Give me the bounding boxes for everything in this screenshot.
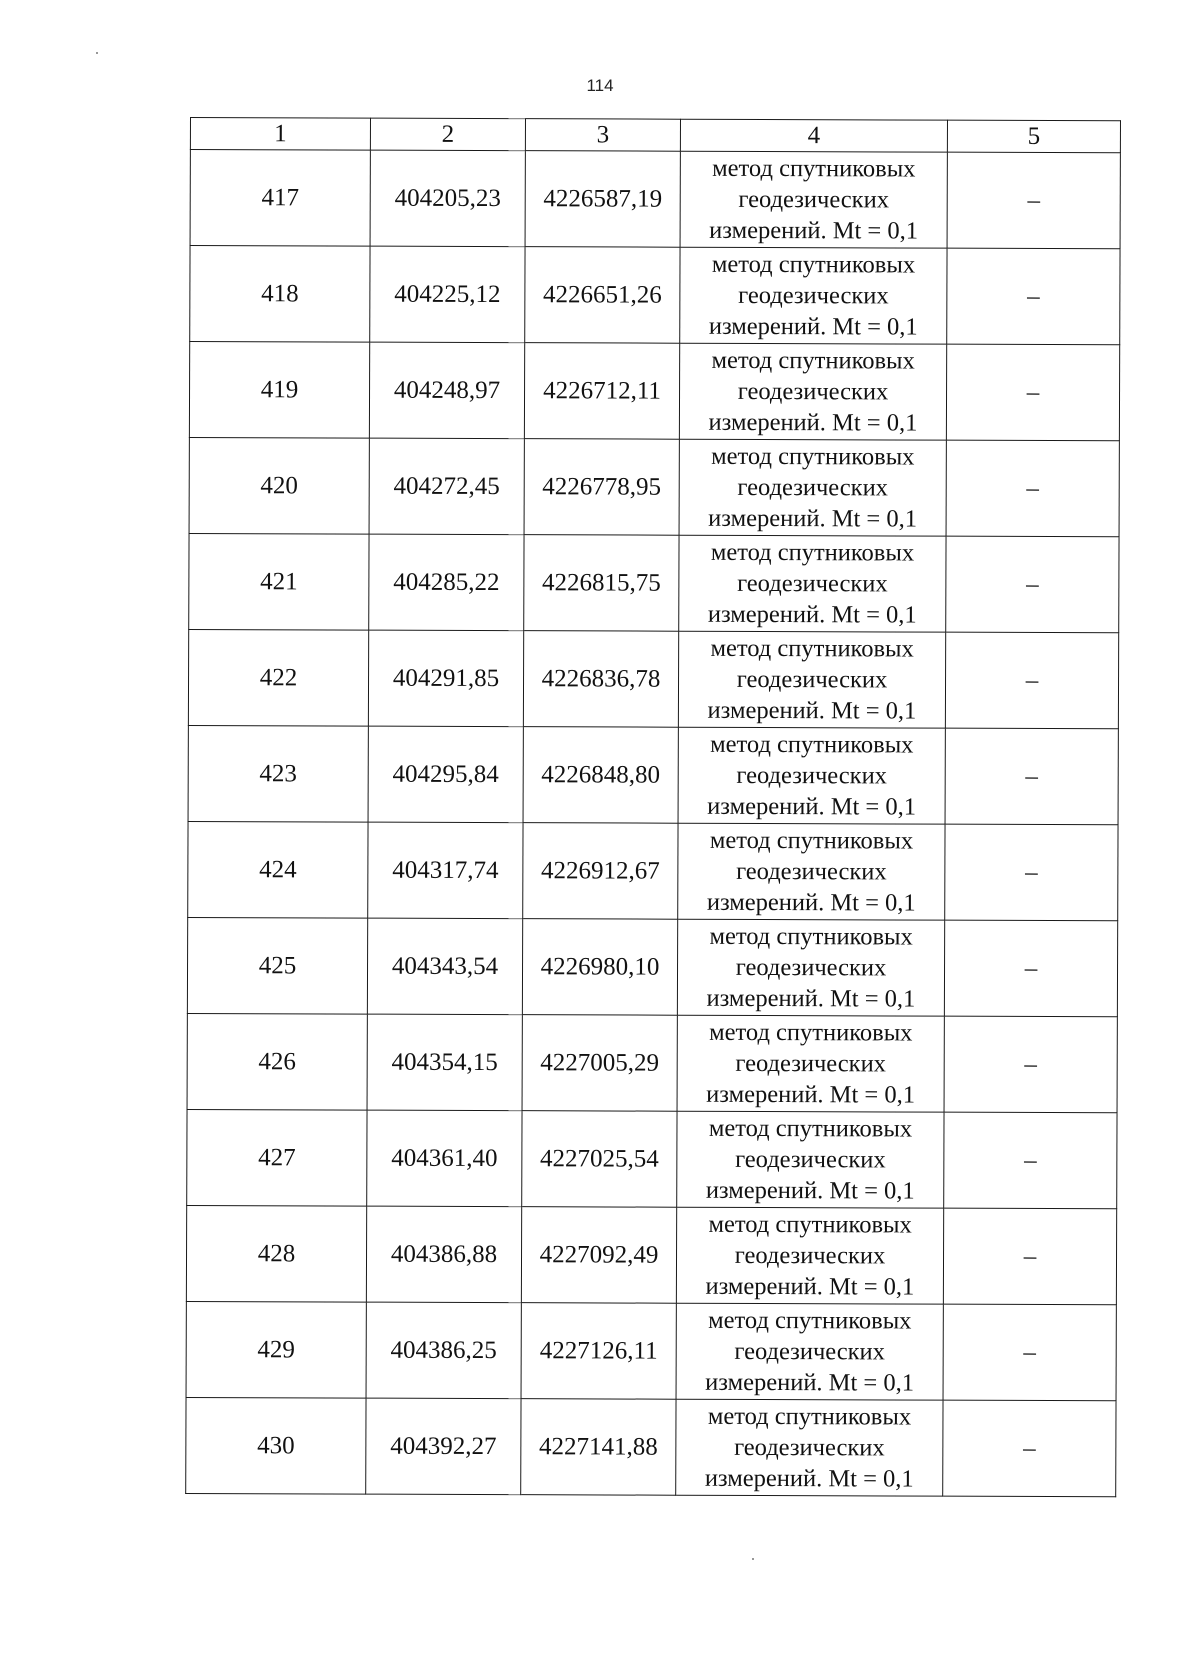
note-cell: – [943,1400,1116,1497]
method-line: измерений. Mt = 0,1 [705,1272,915,1301]
method-cell [676,1399,943,1496]
method-line: измерений. Mt = 0,1 [706,888,916,917]
point-number: 417 [190,150,370,247]
coord-y: 4226712,11 [524,343,679,440]
coord-x: 404225,12 [370,246,525,343]
coord-x: 404295,84 [368,726,523,823]
note-cell: – [945,824,1118,921]
point-number: 418 [190,246,370,343]
method-line: измерений. Mt = 0,1 [706,984,916,1013]
coord-x: 404343,54 [367,918,522,1015]
method-line: измерений. Mt = 0,1 [704,1464,914,1493]
coord-y: 4227025,54 [522,1111,677,1208]
coord-x: 404386,88 [366,1206,521,1303]
column-header-1: 1 [190,118,370,151]
method-line: метод спутниковых [707,1402,912,1431]
method-line: метод спутниковых [712,154,916,183]
method-cell [678,631,945,728]
method-line: измерений. Mt = 0,1 [707,600,917,629]
point-number: 424 [188,821,368,918]
point-number: 426 [187,1013,367,1110]
note-cell: – [946,440,1119,537]
coord-y: 4226836,78 [523,631,678,728]
method-cell [678,823,945,920]
point-number: 419 [189,342,369,439]
method-line: измерений. Mt = 0,1 [708,408,918,437]
coord-x: 404361,40 [367,1110,522,1207]
method-line: метод спутниковых [710,730,914,759]
method-line: метод спутниковых [710,634,914,663]
note-cell: – [947,152,1120,249]
method-line: геодезических [738,185,890,214]
method-cell [678,727,945,824]
method-line: измерений. Mt = 0,1 [707,696,917,725]
method-line: измерений. Mt = 0,1 [705,1368,915,1397]
method-line: метод спутниковых [711,442,915,471]
coord-y: 4227126,11 [521,1303,676,1400]
method-cell [677,919,944,1016]
coord-x: 404386,25 [366,1302,521,1399]
point-number: 420 [189,437,369,534]
method-line: измерений. Mt = 0,1 [709,216,919,245]
coord-y: 4227005,29 [522,1015,677,1112]
coord-x: 404317,74 [368,822,523,919]
coord-x: 404205,23 [370,150,525,247]
header-row [190,118,1120,153]
coordinates-table [185,117,1121,1497]
page-number: 114 [586,76,614,95]
method-cell [680,151,947,248]
note-cell: – [945,728,1118,825]
coord-y: 4226815,75 [524,535,679,632]
method-line: метод спутниковых [708,1114,913,1143]
coord-y: 4226848,80 [523,727,678,824]
point-number: 428 [186,1205,366,1302]
coord-x: 404285,22 [369,534,524,631]
table-row [188,629,1118,728]
method-line: геодезических [735,1145,886,1174]
table-row [189,342,1119,441]
table-row [188,821,1118,920]
coord-x: 404392,27 [366,1398,521,1495]
note-cell: – [943,1208,1116,1305]
note-cell: – [944,920,1117,1017]
method-cell [679,439,946,536]
method-line: геодезических [737,473,889,502]
note-cell: – [944,1016,1117,1113]
coord-y: 4226778,95 [524,439,679,536]
method-line: геодезических [736,857,887,886]
note-cell: – [946,344,1119,441]
table-row [187,1013,1117,1112]
point-number: 421 [189,533,369,630]
method-line: метод спутниковых [711,250,916,279]
method-line: геодезических [735,1049,887,1078]
method-line: геодезических [734,1241,886,1270]
scan-speck [96,52,98,54]
note-cell: – [946,536,1119,633]
point-number: 429 [186,1301,366,1398]
table-row [187,917,1117,1016]
coord-x: 404354,15 [367,1014,522,1111]
table-row [187,1109,1117,1208]
method-cell [676,1207,943,1304]
method-cell [677,1111,944,1208]
method-line: метод спутниковых [709,1018,913,1047]
method-line: геодезических [734,1337,886,1366]
point-number: 423 [188,725,368,822]
scan-speck [752,1558,754,1560]
method-cell [676,1303,943,1400]
coord-y: 4226912,67 [523,823,678,920]
method-line: метод спутниковых [708,1306,912,1335]
method-line: метод спутниковых [711,346,915,375]
table-row [189,533,1119,632]
method-cell [679,343,946,440]
method-line: метод спутниковых [709,922,913,951]
point-number: 427 [187,1109,367,1206]
column-header-4: 4 [680,119,947,152]
note-cell: – [947,248,1120,345]
note-cell: – [944,1112,1117,1209]
point-number: 422 [188,629,368,726]
coord-y: 4227141,88 [521,1399,676,1496]
method-line: измерений. Mt = 0,1 [708,312,918,341]
coord-y: 4226980,10 [522,919,677,1016]
method-line: метод спутниковых [709,826,914,855]
table-row [190,150,1120,249]
method-line: геодезических [737,569,888,598]
coord-y: 4226651,26 [525,247,680,344]
note-cell: – [943,1304,1116,1401]
method-line: геодезических [737,377,889,406]
table-row [186,1397,1116,1496]
table-row [189,437,1119,536]
table-row [186,1301,1116,1400]
method-line: измерений. Mt = 0,1 [707,792,917,821]
method-line: геодезических [734,1433,885,1462]
method-cell [679,535,946,632]
method-line: метод спутниковых [710,538,915,567]
coord-y: 4226587,19 [525,151,680,248]
method-cell [680,247,947,344]
method-line: геодезических [736,761,888,790]
point-number: 430 [186,1397,366,1494]
method-line: геодезических [736,665,888,694]
coord-x: 404272,45 [369,438,524,535]
column-header-3: 3 [525,119,680,152]
method-line: геодезических [735,953,887,982]
table-body [186,150,1121,1497]
table-row [188,725,1118,824]
coord-x: 404291,85 [368,630,523,727]
column-header-5: 5 [947,120,1120,153]
method-line: измерений. Mt = 0,1 [705,1176,915,1205]
table-row [190,246,1120,345]
column-header-2: 2 [370,118,525,151]
method-line: геодезических [738,281,889,310]
note-cell: – [945,632,1118,729]
table-row [186,1205,1116,1304]
point-number: 425 [187,917,367,1014]
method-line: измерений. Mt = 0,1 [708,504,918,533]
coord-y: 4227092,49 [521,1207,676,1304]
method-line: измерений. Mt = 0,1 [706,1080,916,1109]
method-cell [677,1015,944,1112]
coord-x: 404248,97 [369,342,524,439]
method-line: метод спутниковых [708,1210,912,1239]
